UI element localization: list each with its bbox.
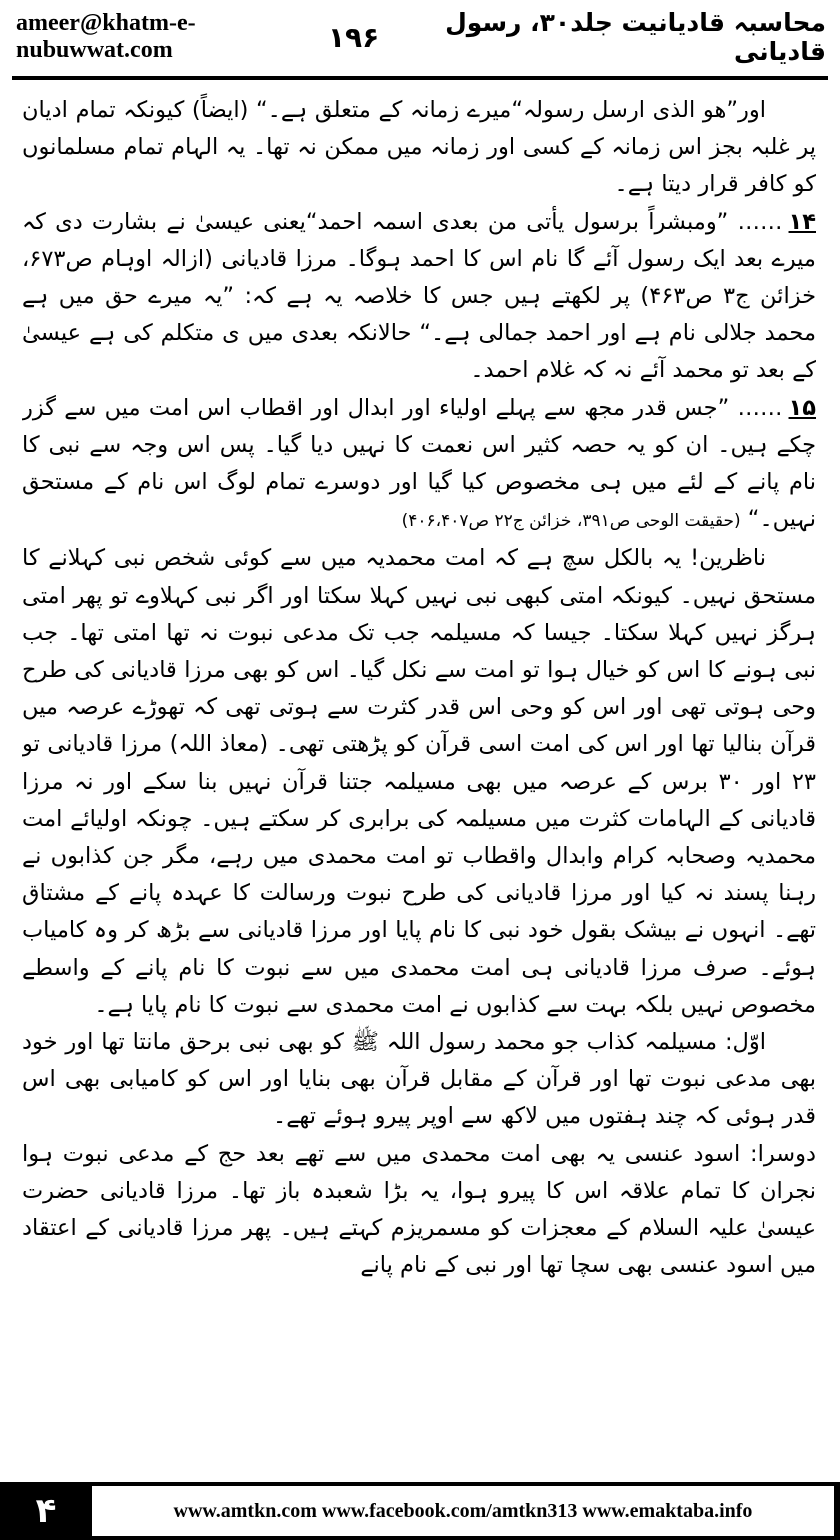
item-number: ۱۵	[788, 394, 816, 421]
page-number: ۱۹۶	[327, 20, 380, 54]
main-text	[22, 92, 816, 1464]
paragraph	[22, 1024, 816, 1136]
paragraph-text: اوّل: مسیلمہ کذاب جو محمد رسول اللہ ﷺ کو بھی نبی برحق مانتا تھا اور خود بھی مدعی نبوت تھا اور قرآن کے مقابل قرآن بھی بنایا اور اس کو کامیابی بھی اس قدر ہوئی کہ چند ہفتوں میں لاکھ سے اوپر پیرو ہوئے تھے۔	[22, 1029, 816, 1130]
header-rule	[12, 76, 828, 80]
header-email[interactable]: ameer@khatm-e-nubuwwat.com	[16, 10, 196, 63]
paragraph	[22, 204, 816, 390]
reference: (حقیقت الوحی ص۳۹۱، خزائن ج۲۲ ص۴۰۶،۴۰۷)	[401, 511, 741, 532]
book-title: محاسبہ قادیانیت جلد۳۰، رسول قادیانی	[445, 8, 826, 66]
paragraph	[22, 1136, 816, 1285]
paragraph-text: ناظرین! یہ بالکل سچ ہے کہ امت محمدیہ میں سے کوئی شخص نبی کہلانے کا مستحق نہیں۔ کیونکہ امتی کبھی نبی نہیں کہلا سکتا اور اگر نبی کہلاوے تو پھر امتی ہرگز نہیں کہلا سکتا۔ جیسا کہ مسیلمہ جب تک مدعی نبوت نہ تھا امتی تھا۔ جب نبی ہونے کا اس کو خیال ہوا تو امت سے نکل گیا۔ اس کو بھی مرزا قادیانی کی طرح وحی ہوتی تھی اور اس کو وحی اس قدر کثرت سے ہوتی تھی کہ تھوڑے عرصہ میں قرآن بنالیا تھا اور اس کی امت اسی قرآن کو پڑھتی تھی۔ (معاذ اللہ) مرزا قادیانی تو ۲۳ اور ۳۰ برس کے عرصہ میں بھی مسیلمہ جتنا قرآن نہیں بنا سکے اور نہ مرزا قادیانی کے الہامات کثرت میں مسیلمہ کی برابری کر سکتے ہیں۔ چونکہ اولیائے امت محمدیہ وصحابہ کرام وابدال واقطاب تو امت محمدی میں رہے، مگر جن کذابوں نے رہنا پسند نہ کیا اور مرزا قادیانی کی طرح نبوت ورسالت کا عہدہ پانے کے مشتاق تھے۔ انہوں نے بیشک بقول خود نبی کا نام پایا اور مرزا قادیانی سے بڑھ کر وہ کامیاب ہوئے۔ صرف مرزا قادیانی ہی امت محمدی میں سے نبوت کا نام پانے کے واسطے مخصوص نہیں بلکہ بہت سے کذابوں نے امت محمدی سے نبوت کا نام پایا ہے۔	[22, 545, 816, 1018]
paragraph-text: …… ”ومبشراً برسول یأتی من بعدی اسمہ احمد“یعنی عیسیٰ نے بشارت دی کہ میرے بعد ایک رسول آئے گا نام اس کا احمد ہوگا۔ مرزا قادیانی (ازالہ اوہام ص۶۷۳، خزائن ج۳ ص۴۶۳) پر لکھتے ہیں جس کا خلاصہ یہ ہے کہ: ”یہ میرے حق میں ہے محمد جلالی نام ہے اور احمد جمالی ہے۔“ حالانکہ بعدی میں ی متکلم کی ہے عیسیٰ کے بعد تو محمد آئے نہ کہ غلام احمد۔	[22, 208, 816, 384]
paragraph-text: دوسرا: اسود عنسی یہ بھی امت محمدی میں سے تھے بعد حج کے مدعی نبوت ہوا نجران کا تمام علاقہ اس کا پیرو ہوا، یہ بڑا شعبدہ باز تھا۔ مرزا قادیانی حضرت عیسیٰ علیہ السلام کے معجزات کو مسمریزم کہتے ہیں۔ پھر مرزا قادیانی کے اعتقاد میں اسود عنسی بھی سچا تھا اور نبی کے نام پانے	[22, 1140, 816, 1279]
page-footer	[0, 1482, 840, 1540]
footer-links[interactable]: www.amtkn.com www.facebook.com/amtkn313 www.emaktaba.info	[92, 1486, 834, 1536]
paragraph	[22, 540, 816, 1024]
paragraph-text: …… ”جس قدر مجھ سے پہلے اولیاء اور ابدال اور اقطاب اس امت میں سے گزر چکے ہیں۔ ان کو یہ حصہ کثیر اس نعمت کا نہیں دیا گیا۔ پس اس وجہ سے نبی کا نام پانے کے لئے میں ہی مخصوص کیا گیا اور دوسرے تمام لوگ اس نام کے مستحق نہیں۔“	[22, 394, 816, 533]
item-number: ۱۴	[788, 208, 816, 235]
paragraph	[22, 390, 816, 541]
page-header	[0, 0, 840, 74]
paragraph	[22, 92, 816, 204]
footer-page-number: ۴	[35, 1491, 57, 1531]
paragraph-text: اور”ھو الذی ارسل رسولہ“میرے زمانہ کے متعلق ہے۔“ (ایضاً) کیونکہ تمام ادیان پر غلبہ بجز اس زمانہ کے کسی اور زمانہ میں ممکن نہ تھا۔ یہ الہام تمام مسلمانوں کو کافر قرار دیتا ہے۔	[22, 97, 816, 198]
